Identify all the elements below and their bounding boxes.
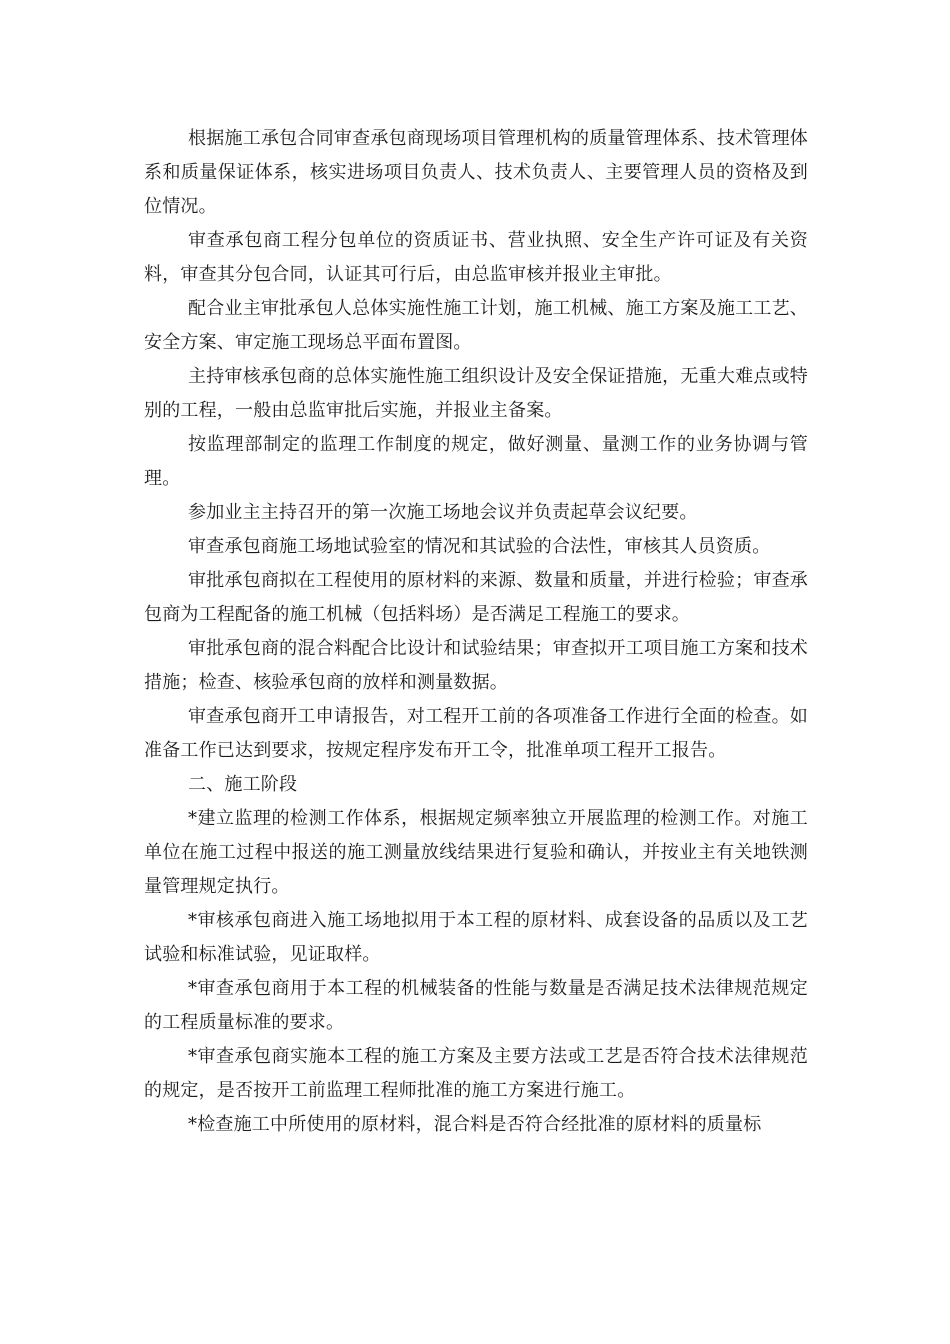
paragraph-2: 审查承包商工程分包单位的资质证书、营业执照、安全生产许可证及有关资料，审查其分包合同，认证其可行后，由总监审核并报业主审批。	[144, 230, 808, 285]
document-body	[144, 122, 808, 1142]
section-heading: 二、施工阶段	[188, 774, 298, 795]
paragraph-9: 审批承包商的混合料配合比设计和试验结果；审查拟开工项目施工方案和技术措施；检查、核验承包商的放样和测量数据。	[144, 638, 808, 693]
paragraph-3: 配合业主审批承包人总体实施性施工计划，施工机械、施工方案及施工工艺、安全方案、审定施工现场总平面布置图。	[144, 298, 808, 353]
paragraph-1: 根据施工承包合同审查承包商现场项目管理机构的质量管理体系、技术管理体系和质量保证体系，核实进场项目负责人、技术负责人、主要管理人员的资格及到位情况。	[144, 128, 808, 217]
paragraph-4: 主持审核承包商的总体实施性施工组织设计及安全保证措施，无重大难点或特别的工程，一般由总监审批后实施，并报业主备案。	[144, 366, 808, 421]
paragraph-13: *审查承包商用于本工程的机械装备的性能与数量是否满足技术法律规范规定的工程质量标准的要求。	[144, 978, 808, 1033]
paragraph-11: *建立监理的检测工作体系，根据规定频率独立开展监理的检测工作。对施工单位在施工过程中报送的施工测量放线结果进行复验和确认，并按业主有关地铁测量管理规定执行。	[144, 808, 808, 897]
paragraph-6: 参加业主主持召开的第一次施工场地会议并负责起草会议纪要。	[188, 502, 698, 523]
paragraph-10: 审查承包商开工申请报告，对工程开工前的各项准备工作进行全面的检查。如准备工作已达到要求，按规定程序发布开工令，批准单项工程开工报告。	[144, 706, 808, 761]
paragraph-5: 按监理部制定的监理工作制度的规定，做好测量、量测工作的业务协调与管理。	[144, 434, 808, 489]
paragraph-12: *审核承包商进入施工场地拟用于本工程的原材料、成套设备的品质以及工艺试验和标准试验，见证取样。	[144, 910, 808, 965]
paragraph-8: 审批承包商拟在工程使用的原材料的来源、数量和质量，并进行检验；审查承包商为工程配备的施工机械（包括料场）是否满足工程施工的要求。	[144, 570, 808, 625]
paragraph-14: *审查承包商实施本工程的施工方案及主要方法或工艺是否符合技术法律规范的规定，是否按开工前监理工程师批准的施工方案进行施工。	[144, 1046, 808, 1101]
paragraph-15: *检查施工中所使用的原材料，混合料是否符合经批准的原材料的质量标	[188, 1114, 762, 1135]
paragraph-7: 审查承包商施工场地试验室的情况和其试验的合法性，审核其人员资质。	[188, 536, 771, 557]
